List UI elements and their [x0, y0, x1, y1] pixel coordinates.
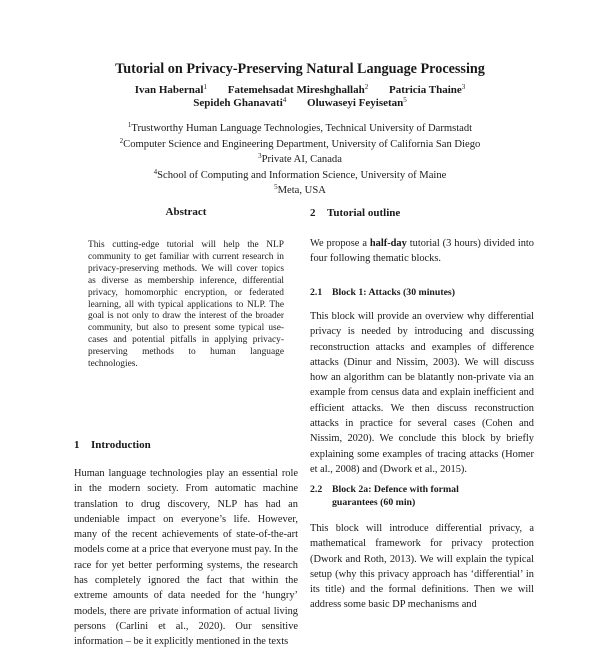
abstract-heading: Abstract [165, 206, 207, 218]
author: Patricia Thaine$^3$ [388, 83, 466, 96]
block1-text: This block will provide an overview why differential privacy is needed by introducing and discussing reconstruction attacks and examples of difference attacks (Dinur and Nissim, 2003). We will discuss how an algorithm can be blatantly non-private via an example from census data and explain inefficient and efficient attacks. We then discuss reconstruction attacks in practice for several cases (Cohen and Nissim, 2020). We conclude this block by briefly explaining some examples of tracing attacks (Homer et al., 2008) and (Dwork et al., 2015). [310, 311, 534, 475]
subsection-heading-block2a: 2.2 Block 2a: Defence with formal guarantees (60 min) [310, 484, 459, 508]
paper-title: Tutorial on Privacy-Preserving Natural Language Processing [115, 61, 485, 77]
author-line-1 [0, 83, 600, 97]
abstract-text: This cutting-edge tutorial will help the NLP community to get familiar with current research in privacy-preserving methods. We will cover topics as diverse as membership inference, differential privacy, homomorphic encryption, or federated learning, all with typical applications to NLP. The goal is not only to draw the interest of the broader community, but also to present some typical use-cases and potential pitfalls in applying privacy-preserving methods to human language technologies. [88, 240, 284, 370]
affiliation: $^2$Computer Science and Engineering Department, University of California San Diego [119, 136, 481, 150]
author: Sepideh Ghanavati$^4$ [193, 96, 287, 109]
author: Ivan Habernal$^1$ [134, 83, 207, 96]
outline-intro-text: We propose a half-day tutorial (3 hours) divided into four following thematic blocks. [310, 238, 534, 265]
affiliation: $^1$Trustworthy Human Language Technologies, Technical University of Darmstadt [127, 121, 473, 134]
block2a-text: This block will introduce differential privacy, a mathematical framework for privacy protection (Dwork and Roth, 2013). We will explain the typical setup (why this privacy approach has ‘differential’ in its title) and the formal definitions. Then we will address some basic DP mechanisms and [310, 523, 534, 611]
author-line-2 [0, 96, 600, 110]
affiliation: $^3$Private AI, Canada [258, 152, 342, 165]
affiliations [0, 121, 600, 199]
subsection-heading-block1: 2.1 Block 1: Attacks (30 minutes) [310, 287, 456, 298]
affiliation: $^4$School of Computing and Information Science, University of Maine [153, 167, 447, 181]
author: Oluwaseyi Feyisetan$^5$ [307, 96, 407, 109]
section-heading-outline: 2 Tutorial outline [310, 207, 401, 219]
affiliation: $^5$Meta, USA [274, 183, 326, 196]
section-heading-introduction: 1 Introduction [74, 439, 151, 451]
introduction-text: Human language technologies play an essential role in the modern society. From automatic machine translation to drug discovery, NLP has had an undeniable impact on everyone’s life. However, many of the recent achievements of state-of-the-art models come at a price that everyone must pay. In the race for yet better performing systems, the research has completely ignored the fact that within the extreme amounts of data needed for the ‘hungry’ models, there are private information of actual living persons (Carlini et al., 2020). Our sensitive information – be it explicitly mentioned in the texts [74, 468, 298, 648]
author: Fatemehsadat Mireshghallah$^2$ [227, 83, 369, 96]
